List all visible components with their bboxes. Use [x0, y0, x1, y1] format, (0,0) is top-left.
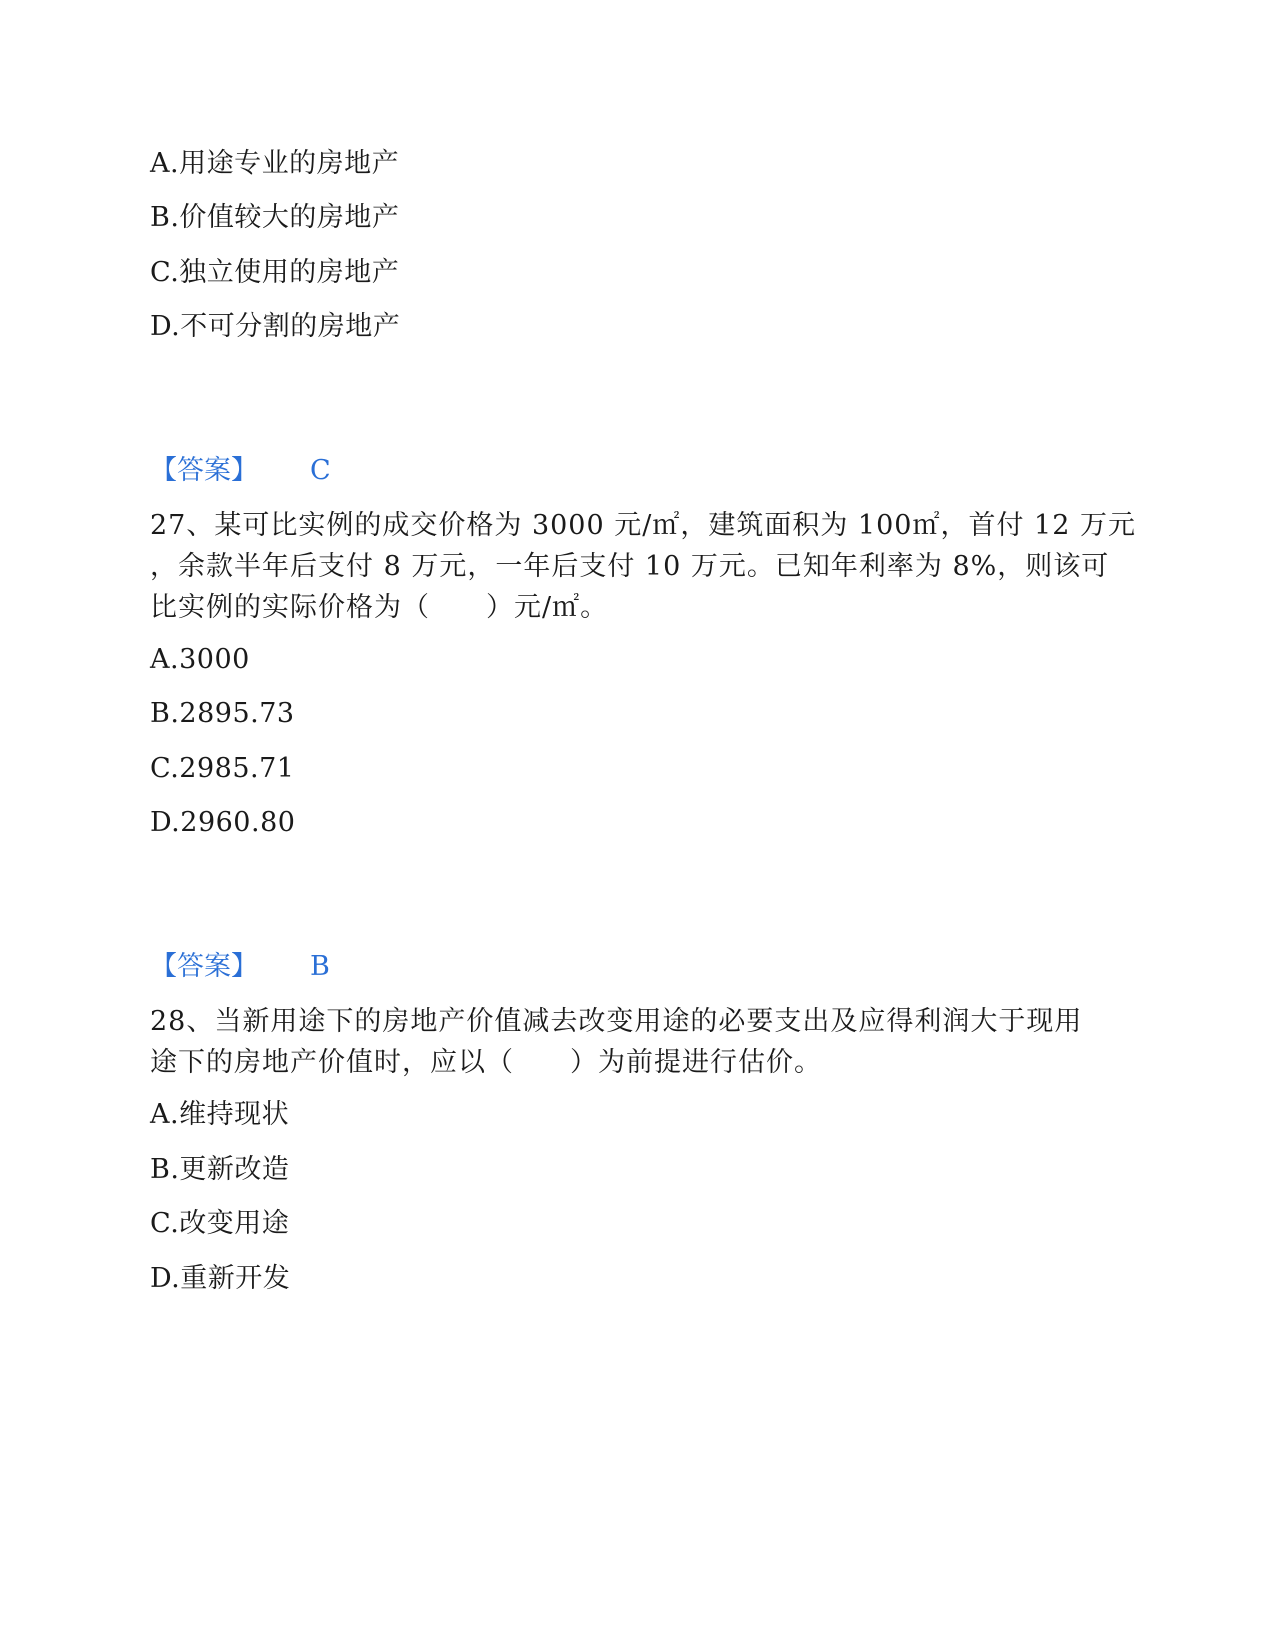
answer-row — [150, 950, 330, 984]
option-b: B.更新改造 — [150, 1154, 290, 1185]
stem-line: 比实例的实际价格为（ ）元/㎡。 — [150, 592, 609, 623]
option-c: C.独立使用的房地产 — [150, 257, 400, 288]
option-d: D.不可分割的房地产 — [150, 311, 401, 342]
option-a: A.3000 — [150, 644, 250, 675]
stem-line: 28、当新用途下的房地产价值减去改变用途的必要支出及应得利润大于现用 — [150, 1006, 1083, 1037]
option-c: C.改变用途 — [150, 1208, 290, 1239]
answer-value: B — [310, 951, 330, 982]
answer-value: C — [310, 455, 331, 486]
answer-row — [150, 454, 331, 488]
stem-line: 27、某可比实例的成交价格为 3000 元/㎡，建筑面积为 100㎡，首付 12 万元 — [150, 510, 1136, 541]
option-a: A.用途专业的房地产 — [150, 148, 400, 179]
option-b: B.2895.73 — [150, 698, 295, 729]
option-d: D.2960.80 — [150, 807, 296, 838]
option-a: A.维持现状 — [150, 1099, 290, 1130]
question-27-stem — [150, 505, 1136, 628]
option-d: D.重新开发 — [150, 1263, 291, 1294]
option-b: B.价值较大的房地产 — [150, 202, 400, 233]
stem-line: ，余款半年后支付 8 万元，一年后支付 10 万元。已知年利率为 8%，则该可 — [150, 551, 1110, 582]
stem-line: 途下的房地产价值时，应以（ ）为前提进行估价。 — [150, 1047, 822, 1078]
question-28-stem — [150, 1001, 1130, 1083]
option-c: C.2985.71 — [150, 753, 295, 784]
answer-label: 【答案】 — [150, 951, 258, 982]
answer-label: 【答案】 — [150, 455, 258, 486]
